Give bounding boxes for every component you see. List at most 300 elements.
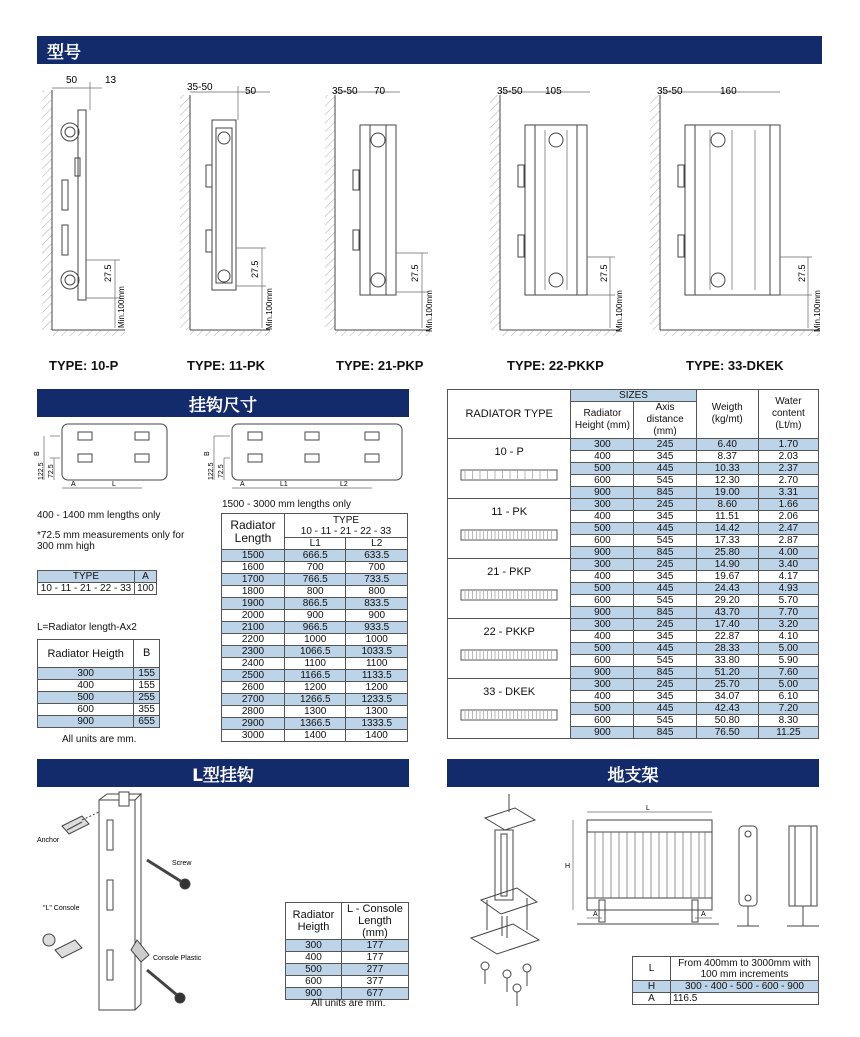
table-row [222, 550, 408, 562]
sizes-cell: 3.20 [758, 619, 818, 631]
sizes-cell: 5.70 [758, 595, 818, 607]
height-b-cell: 655 [134, 716, 160, 728]
sizes-cell: 4.00 [758, 547, 818, 559]
sizes-cell: 445 [634, 523, 696, 535]
sizes-header-axis: Axis distance (mm) [634, 402, 696, 439]
table-row [222, 634, 408, 646]
sizes-cell: 345 [634, 691, 696, 703]
table-row [222, 562, 408, 574]
hook-short-l: L [112, 481, 116, 488]
sizes-cell: 900 [571, 727, 634, 739]
length-cell: 1400 [285, 730, 346, 742]
length-header-l1: L1 [285, 538, 346, 550]
length-cell: 966.5 [285, 622, 346, 634]
stand-key-l: L [633, 957, 671, 981]
length-cell: 2900 [222, 718, 285, 730]
height-b-header-row [38, 640, 160, 668]
type-label-22pkkp: TYPE: 22-PKKP [507, 358, 604, 373]
length-cell: 1200 [285, 682, 346, 694]
drawing-10p [42, 75, 126, 336]
sizes-cell: 300 [571, 439, 634, 451]
sizes-cell: 25.80 [696, 547, 758, 559]
dim-27-5-33dkek: 27.5 [797, 264, 807, 282]
label-anchor: Anchor [37, 837, 60, 844]
drawing-22pkkp [490, 86, 624, 336]
radiator-type-cell [448, 559, 571, 619]
table-row [286, 952, 409, 964]
height-b-cell: 300 [38, 668, 134, 680]
hook-long-l2: L2 [340, 481, 348, 488]
length-cell: 833.5 [346, 598, 408, 610]
dim-50-10p: 50 [66, 75, 78, 86]
length-cell: 1266.5 [285, 694, 346, 706]
radiator-profile-icon [459, 584, 559, 606]
length-cell: 1333.5 [346, 718, 408, 730]
table-row [448, 679, 819, 691]
sizes-cell: 8.37 [696, 451, 758, 463]
sizes-cell: 600 [571, 655, 634, 667]
dim-min100-10p: Min.100mm [117, 286, 126, 328]
sizes-cell: 245 [634, 619, 696, 631]
sizes-cell: 400 [571, 511, 634, 523]
sizes-cell: 245 [634, 559, 696, 571]
sizes-cell: 34.07 [696, 691, 758, 703]
section-title-hook-size: 挂钩尺寸 [189, 395, 257, 416]
table-row [222, 598, 408, 610]
length-cell: 2600 [222, 682, 285, 694]
sizes-cell: 5.00 [758, 679, 818, 691]
sizes-cell: 2.03 [758, 451, 818, 463]
radiator-profile-icon [459, 644, 559, 666]
type-a-header-type: TYPE [38, 571, 135, 583]
sizes-cell: 19.67 [696, 571, 758, 583]
sizes-cell: 7.70 [758, 607, 818, 619]
dim-105-22pkkp: 105 [545, 86, 562, 97]
section-banner-floor-stand [447, 759, 819, 787]
sizes-cell: 14.42 [696, 523, 758, 535]
sizes-cell: 845 [634, 547, 696, 559]
table-row [448, 499, 819, 511]
sizes-cell: 3.40 [758, 559, 818, 571]
label-console-plastic: Console Plastic [153, 955, 202, 962]
sizes-cell: 445 [634, 643, 696, 655]
dim-min100-33dkek: Min.100mm [813, 290, 822, 332]
sizes-header-type: RADIATOR TYPE [448, 390, 571, 439]
length-cell: 1000 [285, 634, 346, 646]
sizes-cell: 500 [571, 643, 634, 655]
note-1500-3000: 1500 - 3000 mm lengths only [222, 499, 351, 510]
dim-35-50-11pk: 35-50 [187, 82, 213, 93]
length-cell: 733.5 [346, 574, 408, 586]
sizes-cell: 22.87 [696, 631, 758, 643]
console-cell: 277 [341, 964, 408, 976]
height-b-cell: 255 [134, 692, 160, 704]
l-hook-drawing [37, 790, 277, 1025]
sizes-cell: 2.70 [758, 475, 818, 487]
sizes-cell: 17.40 [696, 619, 758, 631]
console-cell: 600 [286, 976, 342, 988]
sizes-cell: 12.30 [696, 475, 758, 487]
dim-35-50-21pkp: 35-50 [332, 86, 358, 97]
length-cell: 1300 [346, 706, 408, 718]
height-b-header-height: Radiator Heigth [38, 640, 134, 668]
sizes-cell: 300 [571, 559, 634, 571]
sizes-cell: 345 [634, 451, 696, 463]
sizes-header-row [448, 390, 819, 402]
length-cell: 2700 [222, 694, 285, 706]
console-header-length: L - Console Length (mm) [341, 903, 408, 940]
radiator-type-cell [448, 499, 571, 559]
length-cell: 1300 [285, 706, 346, 718]
console-cell: 500 [286, 964, 342, 976]
note-72-5: *72.5 mm measurements only for 300 mm high [37, 530, 185, 552]
dim-13-10p: 13 [105, 75, 117, 86]
type-a-header-a: A [134, 571, 156, 583]
table-row [222, 658, 408, 670]
dim-50-11pk: 50 [245, 86, 257, 97]
length-cell: 2400 [222, 658, 285, 670]
length-cell: 1100 [285, 658, 346, 670]
note-400-1400: 400 - 1400 mm lengths only [37, 510, 161, 521]
console-table [285, 902, 409, 1000]
stand-value-l: From 400mm to 3000mm with 100 mm increments [671, 957, 819, 981]
length-cell: 2200 [222, 634, 285, 646]
sizes-cell: 2.37 [758, 463, 818, 475]
sizes-cell: 500 [571, 583, 634, 595]
sizes-cell: 545 [634, 595, 696, 607]
length-cell: 2000 [222, 610, 285, 622]
hook-drawings [30, 420, 410, 500]
sizes-cell: 300 [571, 619, 634, 631]
model-drawings [30, 70, 830, 340]
dim-27-5-11pk: 27.5 [250, 260, 260, 278]
radiator-type-label: 33 - DKEK [483, 686, 536, 698]
table-row [38, 704, 160, 716]
type-a-row [38, 583, 157, 595]
table-row [222, 610, 408, 622]
hook-short-122-5: 122.5 [38, 462, 45, 480]
hook-short-a: A [71, 481, 76, 488]
drawing-11pk [180, 82, 274, 336]
hook-long-a: A [240, 481, 245, 488]
table-row [448, 559, 819, 571]
sizes-cell: 11.51 [696, 511, 758, 523]
sizes-table-body [448, 439, 819, 739]
length-cell: 1100 [346, 658, 408, 670]
sizes-cell: 545 [634, 535, 696, 547]
stand-row-h [633, 981, 819, 993]
length-cell: 700 [285, 562, 346, 574]
sizes-header-height: Radiator Height (mm) [571, 402, 634, 439]
console-cell: 400 [286, 952, 342, 964]
sizes-cell: 4.17 [758, 571, 818, 583]
sizes-cell: 11.25 [758, 727, 818, 739]
dim-27-5-21pkp: 27.5 [410, 264, 420, 282]
section-banner-l-hook [37, 759, 409, 787]
length-cell: 1233.5 [346, 694, 408, 706]
length-cell: 1000 [346, 634, 408, 646]
sizes-cell: 545 [634, 715, 696, 727]
type-label-33dkek: TYPE: 33-DKEK [686, 358, 784, 373]
drawing-21pkp [325, 86, 434, 336]
dim-35-50-33dkek: 35-50 [657, 86, 683, 97]
sizes-cell: 900 [571, 487, 634, 499]
console-header-row [286, 903, 409, 940]
length-cell: 1166.5 [285, 670, 346, 682]
sizes-cell: 24.43 [696, 583, 758, 595]
dim-70-21pkp: 70 [374, 86, 386, 97]
radiator-profile-icon [459, 464, 559, 486]
length-cell: 866.5 [285, 598, 346, 610]
height-b-table [37, 639, 160, 728]
dim-35-50-22pkkp: 35-50 [497, 86, 523, 97]
console-cell: 300 [286, 940, 342, 952]
length-cell: 800 [285, 586, 346, 598]
length-cell: 633.5 [346, 550, 408, 562]
sizes-cell: 2.87 [758, 535, 818, 547]
sizes-cell: 25.70 [696, 679, 758, 691]
sizes-cell: 10.33 [696, 463, 758, 475]
table-row [222, 706, 408, 718]
sizes-cell: 500 [571, 523, 634, 535]
radiator-profile-icon [459, 524, 559, 546]
sizes-cell: 400 [571, 691, 634, 703]
sizes-cell: 42.43 [696, 703, 758, 715]
hook-long-l1: L1 [280, 481, 288, 488]
length-cell: 2500 [222, 670, 285, 682]
sizes-cell: 500 [571, 463, 634, 475]
sizes-header-sizes: SIZES [571, 390, 696, 402]
sizes-table [447, 389, 819, 739]
console-cell: 177 [341, 952, 408, 964]
sizes-cell: 545 [634, 475, 696, 487]
length-header-types: 10 - 11 - 21 - 22 - 33 [300, 525, 392, 537]
length-cell: 1033.5 [346, 646, 408, 658]
label-l-console: "L" Console [43, 905, 80, 912]
sizes-cell: 14.90 [696, 559, 758, 571]
sizes-cell: 445 [634, 703, 696, 715]
sizes-cell: 400 [571, 451, 634, 463]
units-note-hooks: All units are mm. [62, 734, 137, 745]
length-header-row [222, 514, 408, 538]
sizes-cell: 300 [571, 679, 634, 691]
hook-drawing-short [34, 424, 167, 488]
length-cell: 1700 [222, 574, 285, 586]
sizes-cell: 445 [634, 583, 696, 595]
stand-key-a: A [633, 993, 671, 1005]
type-label-21pkp: TYPE: 21-PKP [336, 358, 424, 373]
length-header-type: TYPE [332, 514, 360, 526]
sizes-cell: 600 [571, 595, 634, 607]
table-row [38, 680, 160, 692]
sizes-cell: 7.60 [758, 667, 818, 679]
sizes-cell: 845 [634, 607, 696, 619]
length-cell: 900 [285, 610, 346, 622]
sizes-cell: 5.90 [758, 655, 818, 667]
sizes-cell: 1.70 [758, 439, 818, 451]
type-a-value: 100 [134, 583, 156, 595]
length-cell: 666.5 [285, 550, 346, 562]
radiator-type-label: 11 - PK [491, 506, 528, 518]
table-row [286, 976, 409, 988]
table-row [222, 670, 408, 682]
table-row [222, 646, 408, 658]
length-cell: 900 [346, 610, 408, 622]
length-cell: 3000 [222, 730, 285, 742]
length-cell: 766.5 [285, 574, 346, 586]
table-row [38, 716, 160, 728]
height-b-cell: 500 [38, 692, 134, 704]
length-cell: 1800 [222, 586, 285, 598]
sizes-cell: 345 [634, 511, 696, 523]
sizes-cell: 51.20 [696, 667, 758, 679]
console-cell: 177 [341, 940, 408, 952]
sizes-cell: 33.80 [696, 655, 758, 667]
sizes-cell: 300 [571, 499, 634, 511]
sizes-cell: 43.70 [696, 607, 758, 619]
sizes-cell: 900 [571, 547, 634, 559]
length-table-body [222, 550, 408, 742]
sizes-cell: 245 [634, 499, 696, 511]
table-row [38, 668, 160, 680]
length-cell: 933.5 [346, 622, 408, 634]
hook-long-b: B [204, 451, 211, 456]
section-banner-models [37, 36, 822, 64]
hook-short-72-5: 72.5 [48, 464, 55, 478]
length-cell: 1200 [346, 682, 408, 694]
length-cell: 1366.5 [285, 718, 346, 730]
dim-min100-22pkkp: Min.100mm [615, 290, 624, 332]
sizes-cell: 845 [634, 667, 696, 679]
sizes-cell: 400 [571, 571, 634, 583]
type-a-types: 10 - 11 - 21 - 22 - 33 [38, 583, 135, 595]
stand-label-h: H [565, 863, 571, 870]
length-cell: 2300 [222, 646, 285, 658]
height-b-cell: 355 [134, 704, 160, 716]
sizes-cell: 600 [571, 475, 634, 487]
dim-27-5-22pkkp: 27.5 [599, 264, 609, 282]
sizes-cell: 50.80 [696, 715, 758, 727]
stand-label-a-right: A [701, 911, 706, 918]
sizes-cell: 600 [571, 535, 634, 547]
console-cell: 900 [286, 988, 342, 1000]
table-row [222, 586, 408, 598]
sizes-cell: 76.50 [696, 727, 758, 739]
length-cell: 1400 [346, 730, 408, 742]
sizes-cell: 845 [634, 487, 696, 499]
table-row [222, 730, 408, 742]
stand-label-a-left: A [593, 911, 598, 918]
hook-short-b: B [34, 451, 41, 456]
section-title-models: 型号 [47, 42, 81, 63]
sizes-cell: 2.06 [758, 511, 818, 523]
length-cell: 1600 [222, 562, 285, 574]
sizes-cell: 900 [571, 667, 634, 679]
sizes-cell: 245 [634, 439, 696, 451]
length-header-length: Radiator Length [222, 514, 285, 550]
radiator-profile-icon [459, 704, 559, 726]
length-cell: 2800 [222, 706, 285, 718]
type-a-table [37, 570, 157, 595]
height-b-cell: 155 [134, 668, 160, 680]
units-note-console: All units are mm. [311, 998, 386, 1009]
sizes-cell: 8.30 [758, 715, 818, 727]
drawing-33dkek [650, 86, 822, 336]
sizes-cell: 6.10 [758, 691, 818, 703]
type-a-header-row [38, 571, 157, 583]
hook-drawing-long [204, 424, 402, 488]
sizes-cell: 1.66 [758, 499, 818, 511]
radiator-type-label: 22 - PKKP [483, 626, 535, 638]
stand-row-a [633, 993, 819, 1005]
table-row [286, 964, 409, 976]
sizes-cell: 245 [634, 679, 696, 691]
radiator-type-cell [448, 439, 571, 499]
table-row [222, 694, 408, 706]
sizes-cell: 3.31 [758, 487, 818, 499]
stand-label-l: L [646, 805, 650, 812]
sizes-header-water: Water content (Lt/m) [758, 390, 818, 439]
hook-long-122-5: 122.5 [208, 462, 215, 480]
table-row [222, 718, 408, 730]
sizes-cell: 28.33 [696, 643, 758, 655]
table-row [222, 682, 408, 694]
sizes-cell: 545 [634, 655, 696, 667]
length-cell: 1066.5 [285, 646, 346, 658]
height-b-header-b: B [134, 640, 160, 668]
console-cell: 377 [341, 976, 408, 988]
sizes-cell: 845 [634, 727, 696, 739]
sizes-cell: 17.33 [696, 535, 758, 547]
table-row [222, 622, 408, 634]
sizes-cell: 900 [571, 607, 634, 619]
radiator-type-label: 10 - P [494, 446, 524, 458]
sizes-cell: 4.10 [758, 631, 818, 643]
label-screw: Screw [172, 860, 192, 867]
sizes-cell: 6.40 [696, 439, 758, 451]
sizes-cell: 5.00 [758, 643, 818, 655]
table-row [38, 692, 160, 704]
table-row [448, 619, 819, 631]
length-cell: 700 [346, 562, 408, 574]
type-label-10p: TYPE: 10-P [49, 358, 119, 373]
length-cell: 1900 [222, 598, 285, 610]
sizes-cell: 4.93 [758, 583, 818, 595]
stand-key-h: H [633, 981, 671, 993]
section-banner-hook-size [37, 389, 409, 417]
length-cell: 800 [346, 586, 408, 598]
dim-min100-21pkp: Min.100mm [425, 290, 434, 332]
dim-min100-11pk: Min.100mm [265, 288, 274, 330]
sizes-cell: 345 [634, 571, 696, 583]
length-table [221, 513, 408, 742]
console-header-height: Radiator Heigth [286, 903, 342, 940]
sizes-cell: 8.60 [696, 499, 758, 511]
length-cell: 2100 [222, 622, 285, 634]
length-cell: 1133.5 [346, 670, 408, 682]
console-cell: 677 [341, 988, 408, 1000]
table-row [222, 574, 408, 586]
sizes-header-weight: Weigth (kg/mt) [696, 390, 758, 439]
stand-row-l [633, 957, 819, 981]
radiator-type-label: 21 - PKP [487, 566, 532, 578]
length-header-type-cell [285, 514, 408, 538]
formula-note: L=Radiator length-Ax2 [37, 622, 137, 633]
sizes-cell: 29.20 [696, 595, 758, 607]
length-cell: 1500 [222, 550, 285, 562]
hook-long-72-5: 72.5 [218, 464, 225, 478]
height-b-cell: 600 [38, 704, 134, 716]
